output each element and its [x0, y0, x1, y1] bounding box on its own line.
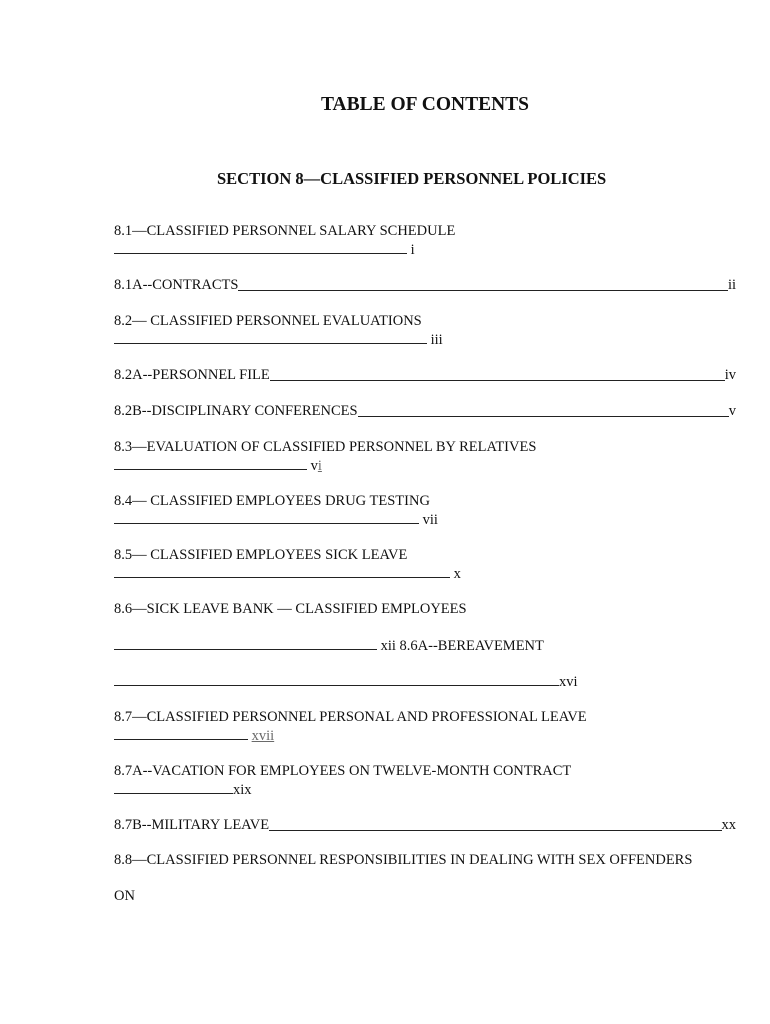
- page-title: TABLE OF CONTENTS: [320, 94, 530, 115]
- leader-rule: [114, 564, 450, 578]
- toc-entry-leader-line: [114, 456, 322, 475]
- toc-entry-title: 8.2A--PERSONNEL FILE: [114, 367, 270, 383]
- toc-page-number: xii 8.6A--BEREAVEMENT: [380, 638, 544, 654]
- toc-entry-title: 8.4— CLASSIFIED EMPLOYEES DRUG TESTING: [114, 493, 430, 509]
- toc-page-number: xvi: [559, 674, 578, 690]
- toc-page-number: x: [453, 566, 461, 582]
- toc-entry: [114, 402, 736, 420]
- leader-rule: [114, 240, 407, 254]
- toc-page-number: vii: [422, 512, 438, 528]
- toc-page-number: i: [410, 242, 415, 258]
- toc-entry-title: 8.3—EVALUATION OF CLASSIFIED PERSONNEL BY RELATIVES: [114, 439, 537, 455]
- leader-rule: [114, 672, 559, 686]
- leader-rule: [114, 456, 307, 470]
- toc-entry-title: 8.2B--DISCIPLINARY CONFERENCES: [114, 403, 358, 419]
- toc-entry-leader-line: [114, 330, 443, 349]
- leader-rule: [114, 636, 377, 650]
- leader-rule: [114, 726, 248, 740]
- leader-rule: [358, 403, 729, 417]
- toc-entry: [114, 366, 736, 384]
- toc-entry-leader-line: [114, 636, 544, 655]
- leader-rule: [114, 780, 233, 794]
- toc-entry-continuation: ON: [114, 888, 135, 904]
- section-heading: SECTION 8—CLASSIFIED PERSONNEL POLICIES: [217, 169, 607, 188]
- leader-rule: [238, 277, 727, 291]
- toc-page-number: iii: [430, 332, 443, 348]
- toc-page-number: xvii: [251, 728, 275, 744]
- leader-rule: [114, 510, 419, 524]
- toc-entry-title: 8.7—CLASSIFIED PERSONNEL PERSONAL AND PROFESSIONAL LEAVE: [114, 709, 587, 725]
- toc-page-number: iv: [724, 367, 736, 383]
- leader-rule: [269, 817, 721, 831]
- toc-page-number: v: [728, 403, 736, 419]
- toc-entry-leader-line: [114, 240, 415, 259]
- toc-entry-leader-line: [114, 726, 274, 745]
- toc-entry-leader-line: [114, 510, 438, 529]
- toc-page-number: ii: [727, 277, 736, 293]
- toc-page-number-suffix: i: [317, 458, 322, 474]
- toc-entry-leader-line: [114, 564, 461, 583]
- toc-entry-leader-line: [114, 672, 578, 691]
- toc-page-number: xix: [233, 782, 252, 798]
- leader-rule: [114, 330, 427, 344]
- toc-page-number: xx: [721, 817, 736, 833]
- toc-entry-title: 8.6—SICK LEAVE BANK — CLASSIFIED EMPLOYEES: [114, 601, 467, 617]
- toc-entry-title: 8.7B--MILITARY LEAVE: [114, 817, 270, 833]
- toc-entry: [114, 816, 736, 834]
- toc-entry-title: 8.5— CLASSIFIED EMPLOYEES SICK LEAVE: [114, 547, 408, 563]
- toc-entry-title: 8.8—CLASSIFIED PERSONNEL RESPONSIBILITIES IN DEALING WITH SEX OFFENDERS: [114, 852, 693, 868]
- toc-entry: [114, 276, 736, 294]
- toc-entry-title: 8.1—CLASSIFIED PERSONNEL SALARY SCHEDULE: [114, 223, 456, 239]
- toc-entry-title: 8.1A--CONTRACTS: [114, 277, 239, 293]
- toc-page-number: v: [310, 458, 318, 474]
- toc-entry-title: 8.7A--VACATION FOR EMPLOYEES ON TWELVE-MONTH CONTRACT: [114, 763, 572, 779]
- toc-entry-title: 8.2— CLASSIFIED PERSONNEL EVALUATIONS: [114, 313, 422, 329]
- leader-rule: [270, 367, 725, 381]
- toc-entry-leader-line: [114, 780, 252, 799]
